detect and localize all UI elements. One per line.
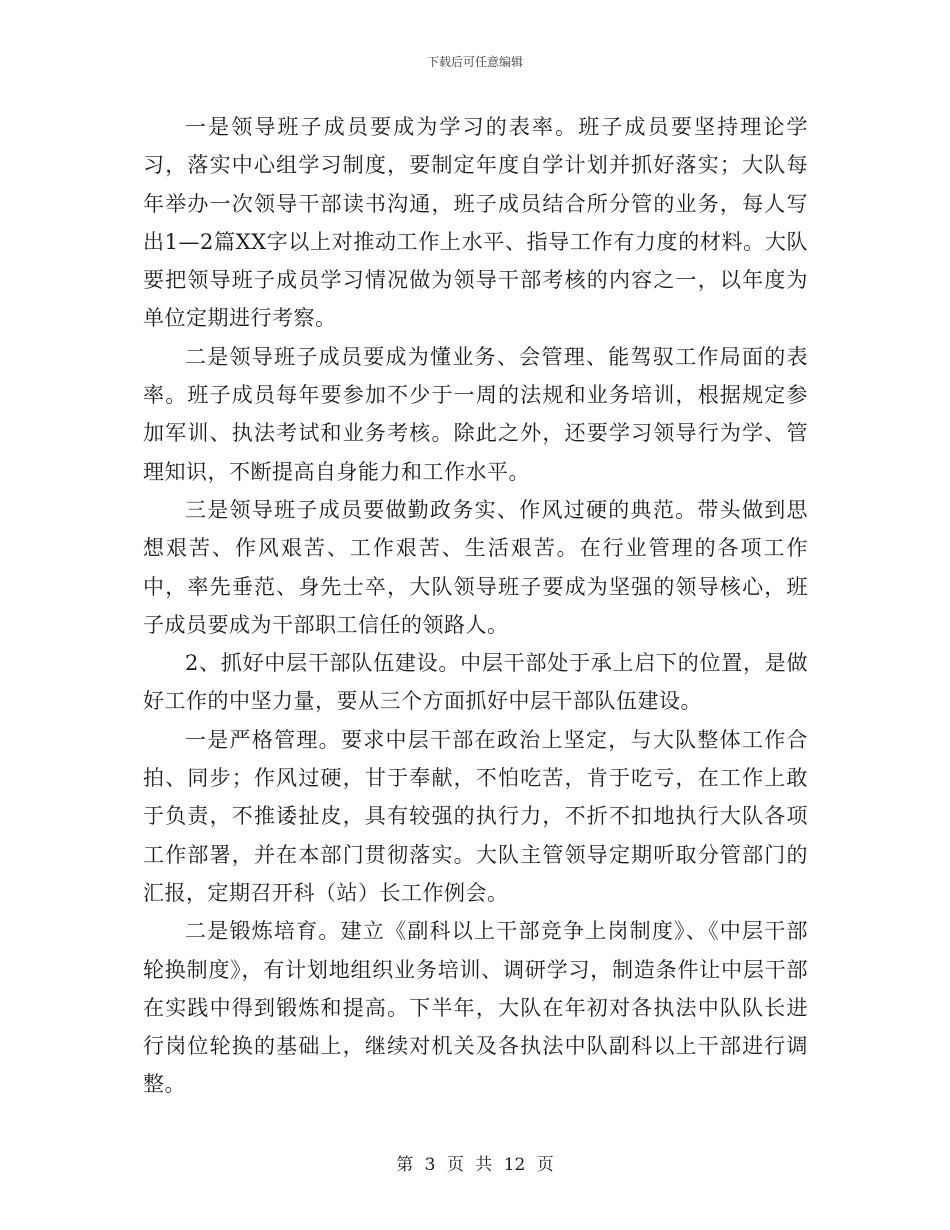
page-number: 第 3 页 共 12 页 <box>396 1155 554 1175</box>
paragraph: 2、抓好中层干部队伍建设。中层干部处于承上启下的位置，是做好工作的中坚力量，要从三个方面抓好中层干部队伍建设。 <box>143 651 808 714</box>
paragraph: 一是严格管理。要求中层干部在政治上坚定，与大队整体工作合拍、同步；作风过硬，甘于奉献，不怕吃苦，肯于吃亏，在工作上敢于负责，不推诿扯皮，具有较强的执行力，不折不扣地执行大队各项工作部署，并在本部门贯彻落实。大队主管领导定期听取分管部门的汇报，定期召开科（站）长工作例会。 <box>143 727 808 905</box>
paragraph: 一是领导班子成员要成为学习的表率。班子成员要坚持理论学习，落实中心组学习制度，要制定年度自学计划并抓好落实；大队每年举办一次领导干部读书沟通，班子成员结合所分管的业务，每人写出1—2篇XX字以上对推动工作上水平、指导工作有力度的材料。大队要把领导班子成员学习情况做为领导干部考核的内容之一，以年度为单位定期进行考察。 <box>143 115 808 331</box>
paragraph: 二是领导班子成员要成为懂业务、会管理、能驾驭工作局面的表率。班子成员每年要参加不少于一周的法规和业务培训，根据规定参加军训、执法考试和业务考核。除此之外，还要学习领导行为学、管理知识，不断提高自身能力和工作水平。 <box>143 344 808 484</box>
paragraph: 二是锻炼培育。建立《副科以上干部竞争上岗制度》、《中层干部轮换制度》，有计划地组织业务培训、调研学习，制造条件让中层干部在实践中得到锻炼和提高。下半年，大队在年初对各执法中队队长进行岗位轮换的基础上，继续对机关及各执法中队副科以上干部进行调整。 <box>143 919 808 1097</box>
document-body <box>143 108 808 1104</box>
page-header: 下载后可任意编辑 <box>426 55 523 69</box>
paragraph: 三是领导班子成员要做勤政务实、作风过硬的典范。带头做到思想艰苦、作风艰苦、工作艰苦、生活艰苦。在行业管理的各项工作中，率先垂范、身先士卒，大队领导班子要成为坚强的领导核心，班子成员要成为干部职工信任的领路人。 <box>143 497 808 637</box>
